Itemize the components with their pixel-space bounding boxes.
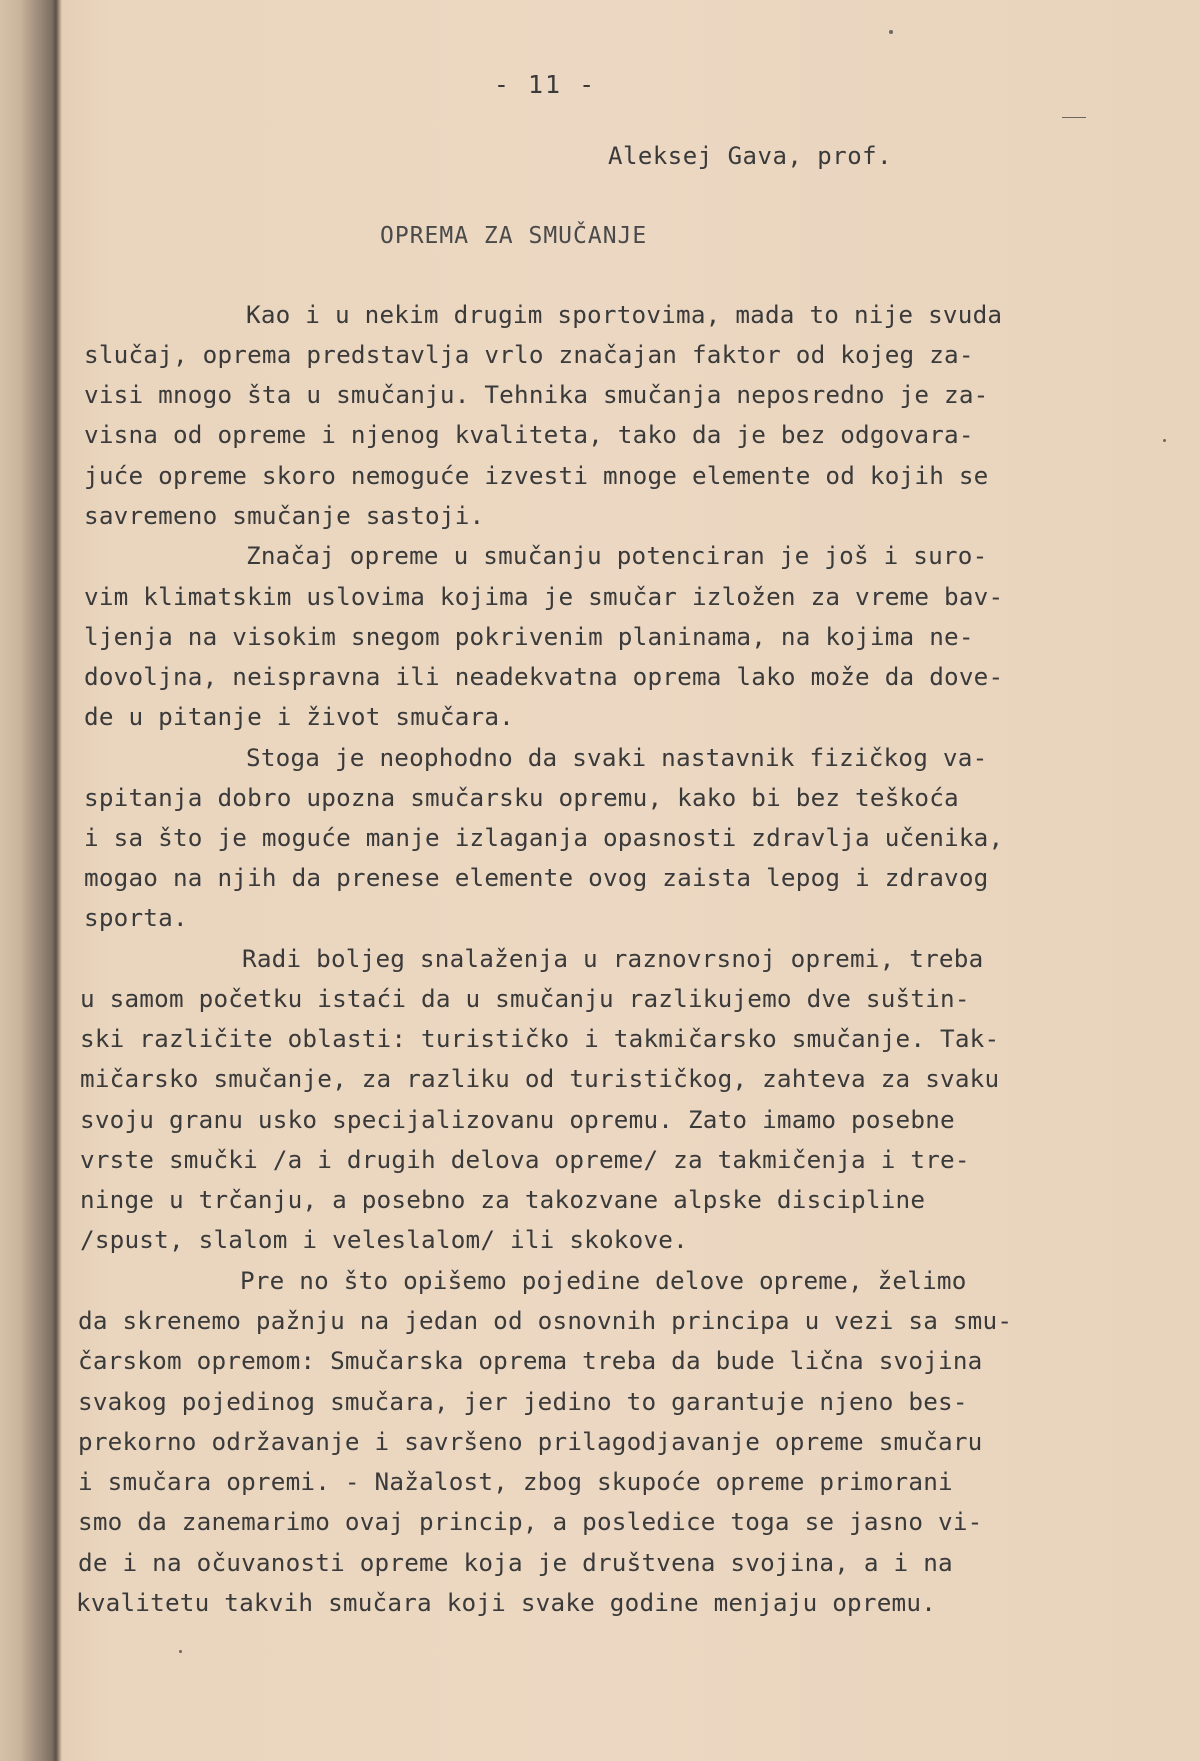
text-line: de i na očuvanosti opreme koja je društvena svojina, a i na [78, 1548, 953, 1577]
text-line: u samom početku istaći da u smučanju razlikujemo dve suštin- [80, 984, 970, 1013]
text-line: /spust, slalom i veleslalom/ ili skokove. [80, 1225, 688, 1254]
paper-speck [1163, 439, 1166, 442]
text-line: ski različite oblasti: turističko i takmičarsko smučanje. Tak- [80, 1024, 1000, 1053]
text-line: ninge u trčanju, a posebno za takozvane alpske discipline [80, 1185, 926, 1214]
text-line: prekorno održavanje i savršeno prilagodjavanje opreme smučaru [78, 1427, 983, 1456]
text-line: Pre no što opišemo pojedine delove opreme, želimo [240, 1266, 967, 1295]
paper-speck [1062, 117, 1086, 118]
text-line: mičarsko smučanje, za razliku od turističkog, zahteva za svaku [80, 1064, 1000, 1093]
text-line: vrste smučki /a i drugih delova opreme/ za takmičenja i tre- [80, 1145, 970, 1174]
text-line: spitanja dobro upozna smučarsku opremu, kako bi bez teškoća [84, 783, 959, 812]
text-line: smo da zanemarimo ovaj princip, a posledice toga se jasno vi- [78, 1507, 983, 1536]
text-line: de u pitanje i život smučara. [84, 702, 515, 731]
text-line: čarskom opremom: Smučarska oprema treba da bude lična svojina [78, 1346, 983, 1375]
text-line: juće opreme skoro nemoguće izvesti mnoge elemente od kojih se [84, 461, 989, 490]
text-line: ljenja na visokim snegom pokrivenim planinama, na kojima ne- [84, 622, 974, 651]
text-line: svakog pojedinog smučara, jer jedino to garantuje njeno bes- [78, 1387, 968, 1416]
document-title: OPREMA ZA SMUČANJE [380, 223, 648, 249]
text-line: Stoga je neophodno da svaki nastavnik fizičkog va- [246, 743, 988, 772]
binding-edge [0, 0, 62, 1761]
text-line: dovoljna, neispravna ili neadekvatna oprema lako može da dove- [84, 662, 1004, 691]
text-line: svoju granu usko specijalizovanu opremu. Zato imamo posebne [80, 1105, 955, 1134]
paper-speck [179, 1650, 182, 1653]
text-line: i sa što je moguće manje izlaganja opasnosti zdravlja učenika, [84, 823, 1004, 852]
author: Aleksej Gava, prof. [608, 142, 893, 170]
text-line: savremeno smučanje sastoji. [84, 501, 485, 530]
text-line: Značaj opreme u smučanju potenciran je još i suro- [246, 541, 988, 570]
text-line: vim klimatskim uslovima kojima je smučar izložen za vreme bav- [84, 582, 1004, 611]
page-number: - 11 - [493, 70, 597, 99]
text-line: visi mnogo šta u smučanju. Tehnika smučanja neposredno je za- [84, 380, 989, 409]
text-line: Radi boljeg snalaženja u raznovrsnoj opremi, treba [242, 944, 984, 973]
text-line: i smučara opremi. - Nažalost, zbog skupoće opreme primorani [78, 1467, 953, 1496]
text-line: mogao na njih da prenese elemente ovog zaista lepog i zdravog [84, 863, 989, 892]
text-line: visna od opreme i njenog kvaliteta, tako da je bez odgovara- [84, 420, 974, 449]
text-line: da skrenemo pažnju na jedan od osnovnih principa u vezi sa smu- [78, 1306, 1013, 1335]
text-line: slučaj, oprema predstavlja vrlo značajan faktor od kojeg za- [84, 340, 974, 369]
paper-speck [889, 30, 893, 34]
text-line: sporta. [84, 903, 188, 932]
text-line: Kao i u nekim drugim sportovima, mada to nije svuda [246, 300, 1003, 329]
text-line: kvalitetu takvih smučara koji svake godine menjaju opremu. [76, 1588, 937, 1617]
